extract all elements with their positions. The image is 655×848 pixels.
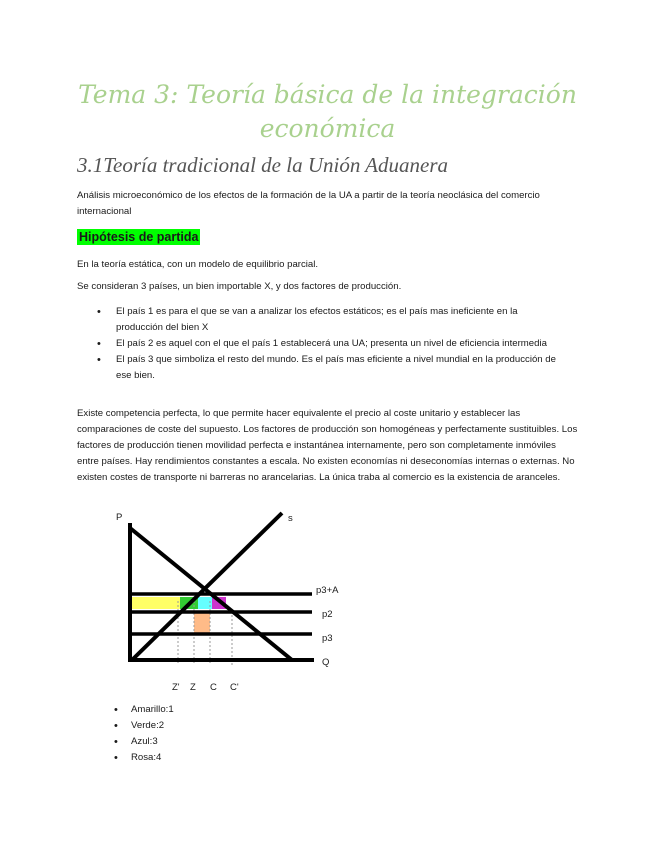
label-p3-a: p3+A — [316, 585, 339, 596]
label-s: s — [288, 513, 293, 524]
legend-rosa: • Rosa:4 — [114, 750, 174, 766]
customs-union-diagram — [110, 505, 370, 695]
label-c: C — [210, 682, 217, 693]
legend-azul: • Azul:3 — [114, 734, 174, 750]
label-z-prime: Z' — [172, 682, 180, 693]
label-p: P — [116, 512, 123, 523]
label-p3: p3 — [322, 633, 333, 644]
highlighted-heading: Hipótesis de partida — [79, 230, 199, 244]
paragraph-assumptions: Existe competencia perfecta, lo que permite hacer equivalente el precio al coste unitario y establecer las comparaciones de coste del supuesto. Los factores de producción son homogéneas y perfectamente sustituibles. Los factores de producción tienen movilidad perfecta e instantánea internamente, pero son completamente inmóviles entre países. Hay rendimientos constantes a escala. No existen economías ni deseconomías internas o externas. No existen costes de transporte ni barreras no arancelarias. La única traba al comercio es la existencia de aranceles. — [77, 408, 578, 483]
label-q: Q — [322, 657, 330, 668]
supply-curve — [132, 513, 282, 660]
intro-paragraph: Análisis microeconómico de los efectos de la formación de la UA a partir de la teoría neoclásica del comercio internacional — [77, 190, 540, 217]
region-extra — [194, 612, 210, 634]
bullet-country-1: • El país 1 es para el que se van a analizar los efectos estáticos; es el país mas ineficiente en la producción del bien X — [97, 304, 567, 336]
bullet-country-3: • El país 3 que simboliza el resto del mundo. Es el país mas eficiente a nivel mundial en la producción de ese bien. — [97, 352, 567, 384]
label-c-prime: C' — [230, 682, 239, 693]
section-title: 3.1Teoría tradicional de la Unión Aduanera — [77, 153, 449, 177]
paragraph-countries: Se consideran 3 países, un bien importable X, y dos factores de producción. — [77, 281, 402, 292]
paragraph-static-theory: En la teoría estática, con un modelo de equilibrio parcial. — [77, 259, 319, 270]
legend-verde: • Verde:2 — [114, 718, 174, 734]
legend-amarillo: • Amarillo:1 — [114, 702, 174, 718]
document-title: Tema 3: Teoría básica de la integración económica — [78, 80, 577, 143]
bullet-country-2: • El país 2 es aquel con el que el país 1 establecerá una UA; presenta un nivel de eficiencia intermedia — [97, 336, 567, 352]
color-legend-list — [114, 702, 174, 766]
country-bullet-list — [97, 304, 567, 384]
label-z: Z — [190, 682, 196, 693]
label-p2: p2 — [322, 609, 333, 620]
